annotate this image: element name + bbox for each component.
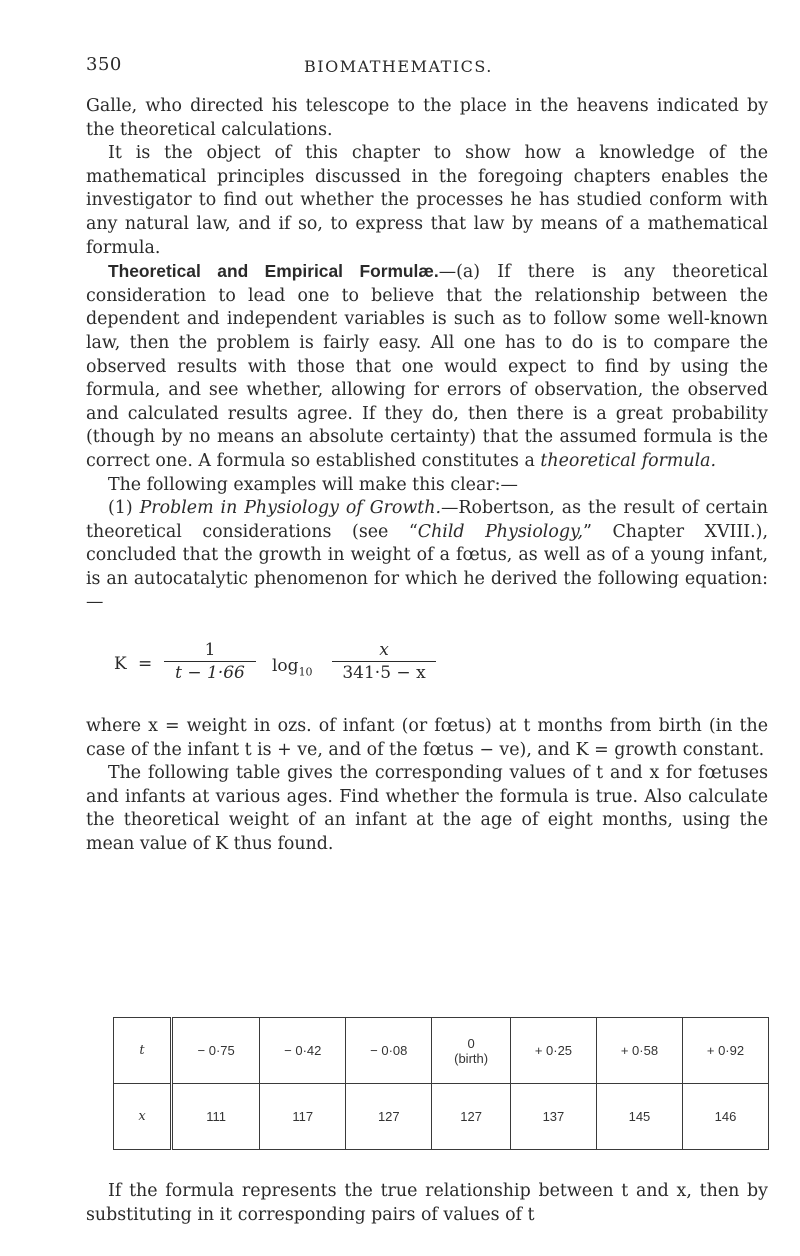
main-text (86, 95, 768, 615)
t-cell: + 0·25 (510, 1018, 596, 1084)
lower-text (86, 715, 768, 857)
birth-note: (birth) (454, 1050, 489, 1066)
paragraph-5-italic2: Child Physiology, (417, 521, 583, 542)
fraction-1-denominator: t − 1·66 (175, 663, 245, 683)
t-cell-value: 0 (467, 1035, 475, 1051)
x-cell: 145 (596, 1084, 682, 1150)
paragraph-4: The following examples will make this clear:— (108, 474, 518, 495)
t-cell: − 0·08 (346, 1018, 432, 1084)
paragraph-7: The following table gives the corresponding values of t and x for fœtuses and infants at various ages. Find whether the formula is true. Also calculate the theoretical weight of an infant at the age of eight months, using the mean value of K thus found. (86, 763, 768, 854)
x-cell: 117 (260, 1084, 346, 1150)
paragraph-5-lead: (1) (108, 498, 133, 519)
section-heading: Theoretical and Empirical Formulæ. (108, 261, 439, 282)
row-label-t: t (114, 1018, 172, 1084)
formula-lhs: K (114, 654, 127, 674)
paragraph-6: where x = weight in ozs. of infant (or fœtus) at t months from birth (in the case of the infant t is + ve, and of the fœtus − ve), and K = growth constant. (86, 716, 768, 760)
t-cell-birth (432, 1018, 511, 1084)
x-cell: 127 (346, 1084, 432, 1150)
paragraph-3-body: —(a) If there is any theoretical consideration to lead one to believe that the relationship between the dependent and independent variables is such as to follow some well-known law, then the problem is fairly easy. All one has to do is to compare the observed results with those that one would expect to find by using the formula, and see whether, allowing for errors of observation, the observed and calculated results agree. If they do, then there is a great probability (though by no means an absolute certainty) that the assumed formula is the correct one. A formula so established constitutes a (86, 262, 768, 471)
running-title: BIOMATHEMATICS. (304, 57, 493, 76)
formula-equals: = (138, 654, 153, 674)
data-table (113, 1017, 769, 1150)
paragraph-3-italic: theoretical formula. (540, 450, 717, 471)
paragraph-5-body1: —Robertson, as the result of certain theoretical considerations (see “ (86, 498, 768, 542)
x-cell: 137 (510, 1084, 596, 1150)
formula-fraction-1 (164, 640, 256, 683)
t-cell: − 0·42 (260, 1018, 346, 1084)
log-label: log (272, 656, 299, 676)
table-row-x (114, 1084, 769, 1150)
x-cell: 127 (432, 1084, 511, 1150)
fraction-2-bar (332, 661, 436, 662)
growth-equation (114, 640, 534, 702)
table-row-t (114, 1018, 769, 1084)
paragraph-8: If the formula represents the true relationship between t and x, then by substituting in it corresponding pairs of values of t (86, 1181, 768, 1225)
x-cell: 146 (682, 1084, 768, 1150)
log-base: 10 (298, 665, 313, 679)
paragraph-5-italic: Problem in Physiology of Growth. (139, 498, 441, 519)
closing-text (86, 1180, 768, 1227)
paragraph-2: It is the object of this chapter to show how a knowledge of the mathematical principles discussed in the foregoing chapters enables the investigator to find out whether the processes he has studied conform with any natural law, and if so, to express that law by means of a mathematical formula. (86, 143, 768, 258)
fraction-2-numerator: x (379, 640, 389, 660)
paragraph-5-body2: ” Chapter XVIII.), concluded that the growth in weight of a fœtus, as well as of a young infant, is an autocatalytic phenomenon for which he derived the following equation:— (86, 521, 768, 613)
paragraph-1: Galle, who directed his telescope to the place in the heavens indicated by the theoretical calculations. (86, 96, 768, 140)
fraction-2-denominator: 341·5 − x (342, 663, 426, 683)
fraction-1-numerator: 1 (204, 640, 216, 660)
t-cell: + 0·92 (682, 1018, 768, 1084)
paragraph-5 (86, 497, 768, 615)
formula-fraction-2 (332, 640, 436, 683)
t-cell: − 0·75 (172, 1018, 260, 1084)
row-label-x: x (114, 1084, 172, 1150)
x-cell: 111 (172, 1084, 260, 1150)
t-cell: + 0·58 (596, 1018, 682, 1084)
paragraph-3 (86, 260, 768, 473)
page-number: 350 (86, 54, 122, 75)
formula-log (272, 656, 313, 678)
fraction-1-bar (164, 661, 256, 662)
